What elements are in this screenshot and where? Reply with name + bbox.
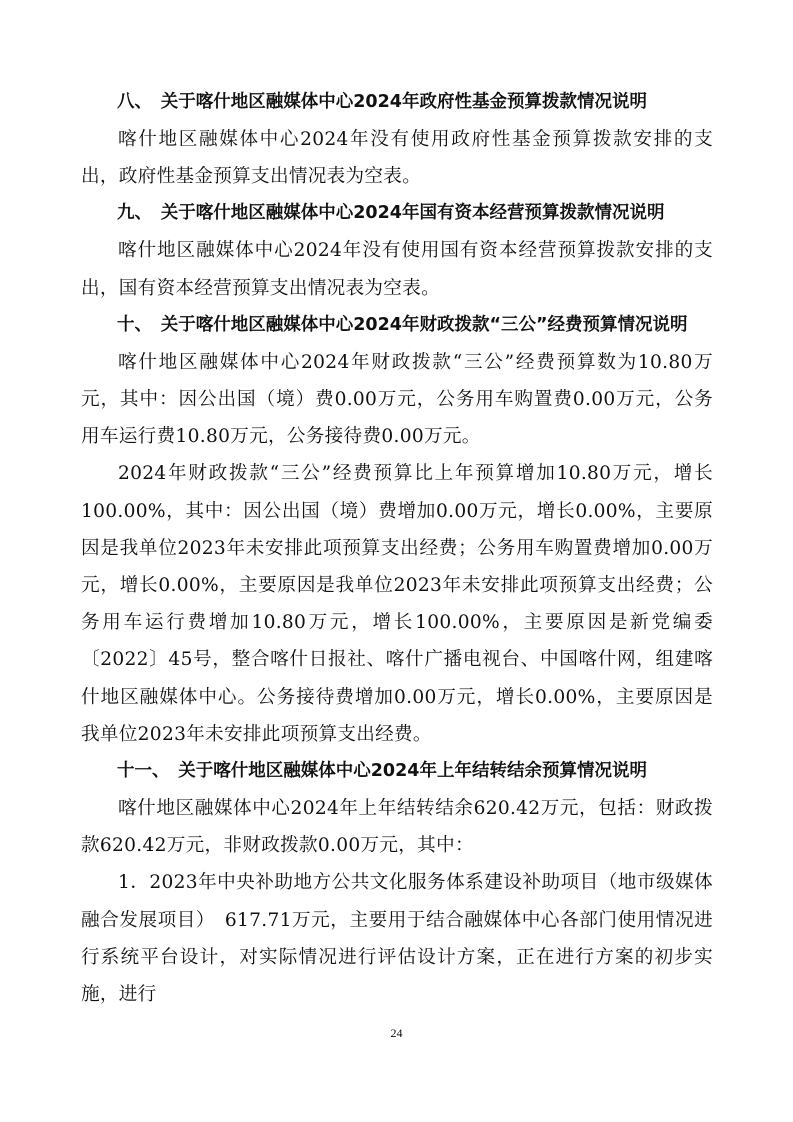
section-10-paragraph-1: 喀什地区融媒体中心2024年财政拨款“三公”经费预算数为10.80万元，其中：因公出国（境）费0.00万元，公务用车购置费0.00万元，公务用车运行费10.80万元，公务接待费0.00万元。 [81,351,713,448]
section-8-heading: 八、 关于喀什地区融媒体中心2024年政府性基金预算拨款情况说明 [117,92,647,112]
section-11-paragraph-2: 1．2023年中央补助地方公共文化服务体系建设补助项目（地市级媒体融合发展项目） 617.71万元，主要用于结合融媒体中心各部门使用情况进行系统平台设计，对实际情况进行评估设计方案，正在进行方案的初步实施，进行 [81,872,713,1006]
section-8-paragraph-1: 喀什地区融媒体中心2024年没有使用政府性基金预算拨款安排的支出，政府性基金预算支出情况表为空表。 [81,129,713,188]
section-11-paragraph-1: 喀什地区融媒体中心2024年上年结转结余620.42万元，包括：财政拨款620.42万元，非财政拨款0.00万元，其中： [81,798,713,857]
page-content [81,84,713,1013]
section-9-heading: 九、 关于喀什地区融媒体中心2024年国有资本经营预算拨款情况说明 [117,203,665,224]
page-number: 24 [390,1026,403,1040]
section-10-heading: 十、 关于喀什地区融媒体中心2024年财政拨款“三公”经费预算情况说明 [117,314,688,335]
section-9-paragraph-1: 喀什地区融媒体中心2024年没有使用国有资本经营预算拨款安排的支出，国有资本经营预算支出情况表为空表。 [81,240,713,299]
section-11-heading: 十一、 关于喀什地区融媒体中心2024年上年结转结余预算情况说明 [117,761,647,782]
section-10-paragraph-2: 2024年财政拨款“三公”经费预算比上年预算增加10.80万元，增长100.00%，其中：因公出国（境）费增加0.00万元，增长0.00%，主要原因是我单位2023年未安排此项预算支出经费；公务用车购置费增加0.00万元，增长0.00%，主要原因是我单位2023年未安排此项预算支出经费；公务用车运行费增加10.80万元，增长100.00%，主要原因是新党编委〔2022〕45号，整合喀什日报社、喀什广播电视台、中国喀什网，组建喀什地区融媒体中心。公务接待费增加0.00万元，增长0.00%，主要原因是我单位2023年未安排此项预算支出经费。 [81,463,713,745]
